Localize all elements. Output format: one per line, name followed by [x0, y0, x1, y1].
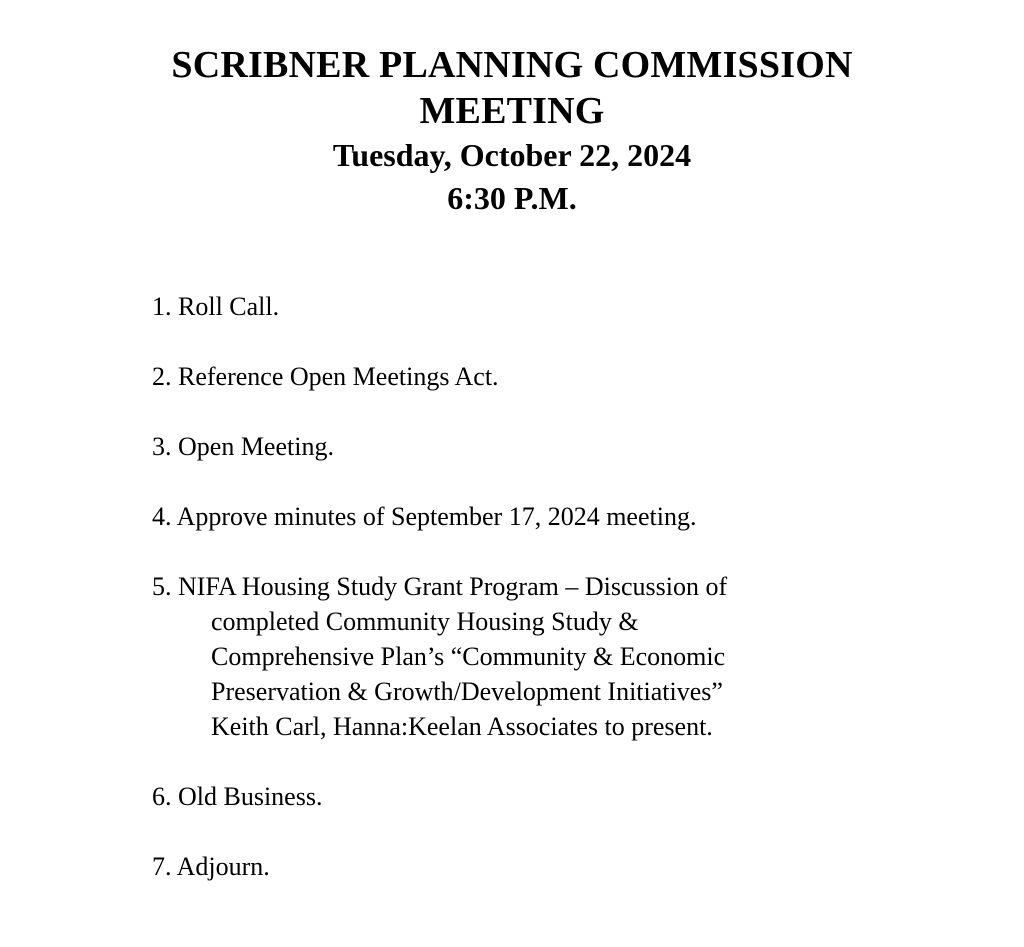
agenda-item-nifa-housing-study [152, 569, 972, 744]
meeting-date: Tuesday, October 22, 2024 [332, 137, 692, 173]
agenda-item-open-meetings-act: 2. Reference Open Meetings Act. [152, 362, 499, 391]
agenda-item-5-line-2: completed Community Housing Study & [211, 607, 639, 636]
agenda-item-adjourn: 7. Adjourn. [152, 852, 270, 881]
agenda-list [152, 289, 972, 919]
agenda-item-5-line-5: Keith Carl, Hanna:Keelan Associates to present. [211, 712, 713, 741]
meeting-title-line-1: SCRIBNER PLANNING COMMISSION [171, 44, 853, 86]
meeting-title-line-2: MEETING [419, 90, 605, 132]
agenda-item-roll-call: 1. Roll Call. [152, 292, 280, 321]
agenda-item-5-line-4: Preservation & Growth/Development Initiatives” [211, 677, 723, 706]
agenda-item-5-line-1: 5. NIFA Housing Study Grant Program – Discussion of [152, 572, 728, 601]
meeting-time: 6:30 P.M. [447, 180, 577, 216]
agenda-item-open-meeting: 3. Open Meeting. [152, 432, 334, 461]
agenda-item-old-business: 6. Old Business. [152, 782, 323, 811]
agenda-item-approve-minutes: 4. Approve minutes of September 17, 2024 meeting. [152, 502, 697, 531]
agenda-item-5-line-3: Comprehensive Plan’s “Community & Economic [211, 642, 726, 671]
document-header [0, 42, 1024, 220]
